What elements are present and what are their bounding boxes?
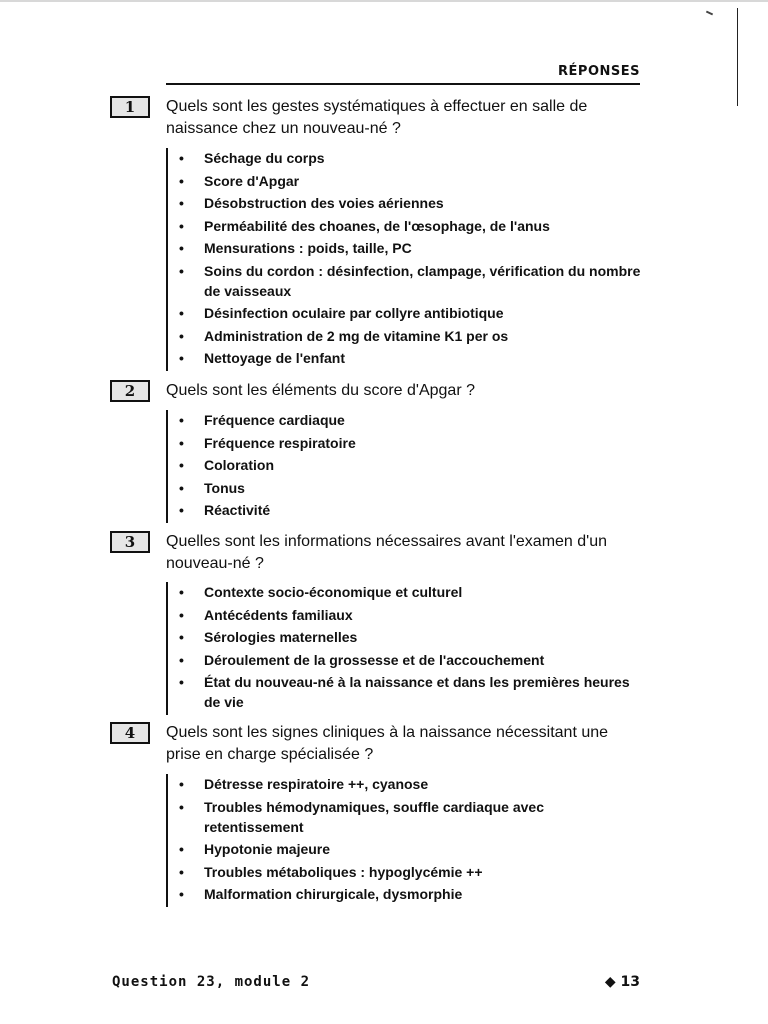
answer-item (168, 650, 646, 670)
answer-item (168, 797, 646, 837)
answer-text: Réactivité (204, 502, 271, 518)
header-rule (166, 83, 640, 85)
answer-text: Détresse respiratoire ++, cyanose (204, 776, 429, 792)
answer-item (168, 582, 646, 602)
answer-text: Administration de 2 mg de vitamine K1 per os (204, 327, 509, 344)
bullet-icon: • (179, 305, 184, 321)
answer-text: Coloration (204, 457, 274, 473)
question-number-badge: 1 (110, 96, 150, 118)
answer-text: Troubles métaboliques : hypoglycémie ++ (204, 863, 483, 880)
answer-item (168, 627, 646, 647)
footer-module-label: Question 23, module 2 (112, 974, 311, 990)
answer-text: Contexte socio-économique et culturel (204, 584, 463, 600)
answer-item (168, 348, 646, 368)
answer-item (168, 672, 646, 712)
answer-list (166, 148, 646, 371)
bullet-icon: • (179, 863, 184, 880)
bullet-icon: • (179, 651, 184, 668)
answer-item (168, 862, 646, 882)
bullet-icon: • (179, 798, 184, 815)
answer-text: Fréquence cardiaque (204, 412, 345, 428)
answer-text: Désinfection oculaire par collyre antibiotique (204, 305, 504, 321)
bullet-icon: • (179, 502, 184, 518)
answer-text: Malformation chirurgicale, dysmorphie (204, 886, 463, 902)
bullet-icon: • (179, 350, 184, 366)
answer-item (168, 839, 646, 859)
answer-item (168, 433, 646, 453)
question-text: Quelles sont les informations nécessaires avant l'examen d'un nouveau-né ? (166, 533, 608, 572)
question-number-badge: 3 (110, 531, 150, 553)
bullet-icon: • (179, 262, 184, 279)
bullet-icon: • (179, 412, 184, 428)
answer-text: Tonus (204, 479, 245, 496)
bullet-icon: • (179, 195, 184, 211)
bullet-icon: • (179, 606, 184, 623)
answer-text: Antécédents familiaux (204, 606, 353, 623)
answer-item (168, 171, 646, 191)
scan-edge-line (737, 8, 738, 106)
answer-text: Nettoyage de l'enfant (204, 350, 346, 366)
question-text: Quels sont les signes cliniques à la naissance nécessitant une prise en charge spécialisée ? (166, 724, 609, 763)
answer-item (168, 326, 646, 346)
scan-tick-mark (706, 11, 713, 16)
bullet-icon: • (179, 841, 184, 857)
answer-text: Désobstruction des voies aériennes (204, 195, 444, 211)
bullet-icon: • (179, 776, 184, 792)
page-number: ◆ 13 (604, 974, 640, 990)
bullet-icon: • (179, 327, 184, 344)
answer-text: État du nouveau-né à la naissance et dans les premières heures de vie (204, 674, 630, 710)
answer-text: Hypotonie majeure (204, 841, 331, 857)
question-text: Quels sont les gestes systématiques à effectuer en salle de naissance chez un nouveau-né ? (166, 98, 588, 137)
bullet-icon: • (179, 240, 184, 256)
page-header (166, 64, 640, 85)
bullet-icon: • (179, 629, 184, 645)
answer-text: Perméabilité des choanes, de l'œsophage, de l'anus (204, 217, 550, 234)
question-text: Quels sont les éléments du score d'Apgar ? (166, 382, 475, 399)
answer-item (168, 238, 646, 258)
bullet-icon: • (179, 217, 184, 234)
answer-list (166, 582, 646, 715)
bullet-icon: • (179, 172, 184, 189)
question-number-badge: 4 (110, 722, 150, 744)
page-title: RÉPONSES (558, 64, 640, 79)
bullet-icon: • (179, 479, 184, 496)
answer-text: Mensurations : poids, taille, PC (204, 240, 412, 256)
answer-text: Troubles hémodynamiques, souffle cardiaque avec retentissement (204, 798, 544, 835)
answer-list (166, 410, 646, 523)
answer-item (168, 193, 646, 213)
bullet-icon: • (179, 434, 184, 451)
answer-text: Sérologies maternelles (204, 629, 358, 645)
answer-item (168, 410, 646, 430)
answer-item (168, 500, 646, 520)
bullet-icon: • (179, 150, 184, 166)
answer-item (168, 261, 646, 301)
answer-item (168, 303, 646, 323)
bullet-icon: • (179, 886, 184, 902)
bullet-icon: • (179, 457, 184, 473)
answer-item (168, 478, 646, 498)
answer-item (168, 774, 646, 794)
answer-text: Séchage du corps (204, 150, 325, 166)
answer-item (168, 455, 646, 475)
page-top-edge (0, 0, 768, 2)
answer-text: Score d'Apgar (204, 172, 300, 189)
answer-item (168, 605, 646, 625)
answer-text: Fréquence respiratoire (204, 434, 356, 451)
answer-text: Déroulement de la grossesse et de l'accouchement (204, 651, 545, 668)
answer-text: Soins du cordon : désinfection, clampage, vérification du nombre de vaisseaux (204, 262, 641, 299)
answer-item (168, 148, 646, 168)
answer-item (168, 216, 646, 236)
answer-item (168, 884, 646, 904)
bullet-icon: • (179, 674, 184, 690)
answer-list (166, 774, 646, 907)
question-number-badge: 2 (110, 380, 150, 402)
bullet-icon: • (179, 584, 184, 600)
